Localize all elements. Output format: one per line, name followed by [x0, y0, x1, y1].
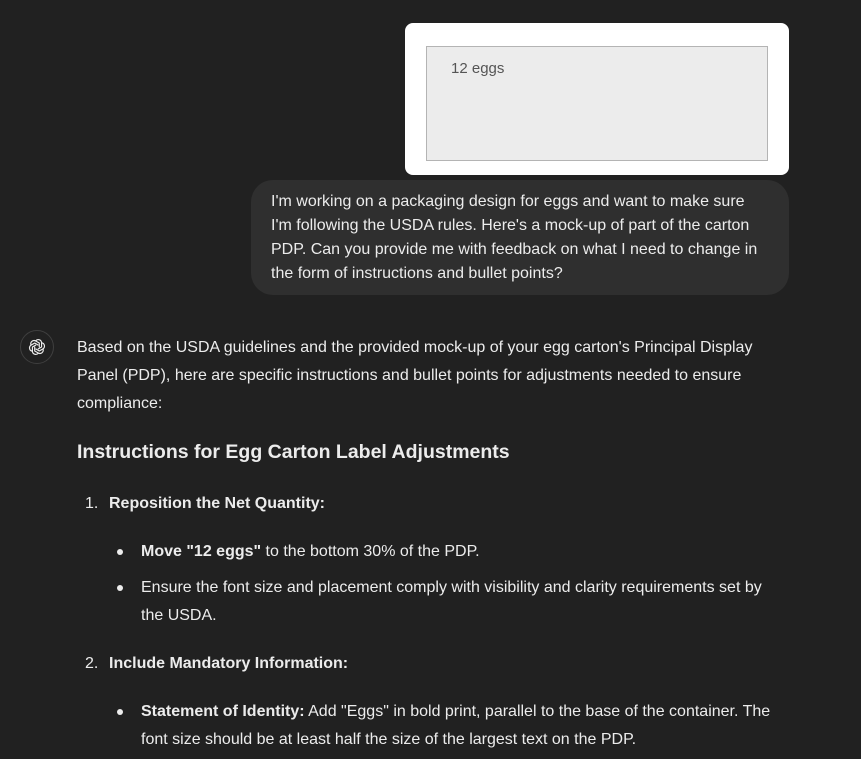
- list-item: [117, 574, 797, 630]
- assistant-intro: [77, 334, 797, 418]
- bullet-text: font size should be at least half the size of the largest text on the PDP.: [141, 731, 637, 748]
- bullet-text: Ensure the font size and placement comply with visibility and clarity requirements set by: [141, 579, 762, 596]
- list-item: [117, 538, 797, 566]
- user-message-bubble: [251, 180, 789, 295]
- user-message-text: I'm working on a packaging design for eggs and want to make sure I'm following the USDA rules. Here's a mock-up of part of the carton PDP. Can you provide me with feedback on what I need to change in the form of instructions and bullet points?: [271, 193, 758, 282]
- bullet-text: the USDA.: [141, 607, 217, 624]
- bullet-dot: [117, 709, 123, 715]
- intro-line: Panel (PDP), here are specific instructions and bullet points for adjustments needed to ensure: [77, 367, 742, 384]
- mock-net-quantity-text: 12 eggs: [451, 60, 505, 77]
- bullet-dot: [117, 585, 123, 591]
- bullet-bold: Move "12 eggs": [141, 543, 262, 560]
- bullet-dot: [117, 549, 123, 555]
- bullet-bold: Statement of Identity:: [141, 703, 305, 720]
- list-item: [117, 698, 797, 754]
- assistant-avatar: [20, 330, 54, 364]
- step-label: Include Mandatory Information:: [109, 655, 349, 672]
- step-number: 2.: [85, 655, 99, 672]
- bullet-text: to the bottom 30% of the PDP.: [261, 543, 480, 560]
- attached-image[interactable]: [405, 23, 789, 175]
- bullet-text: Add "Eggs" in bold print, parallel to the base of the container. The: [304, 703, 771, 720]
- assistant-message: [77, 334, 797, 748]
- intro-line: compliance:: [77, 395, 163, 412]
- step-label: Reposition the Net Quantity:: [109, 495, 325, 512]
- mock-pdp-panel: [426, 46, 768, 161]
- step-number: 1.: [85, 495, 99, 512]
- intro-line: Based on the USDA guidelines and the provided mock-up of your egg carton's Principal Display: [77, 339, 753, 356]
- section-heading: Instructions for Egg Carton Label Adjustments: [77, 441, 510, 463]
- openai-logo-icon: [27, 337, 47, 357]
